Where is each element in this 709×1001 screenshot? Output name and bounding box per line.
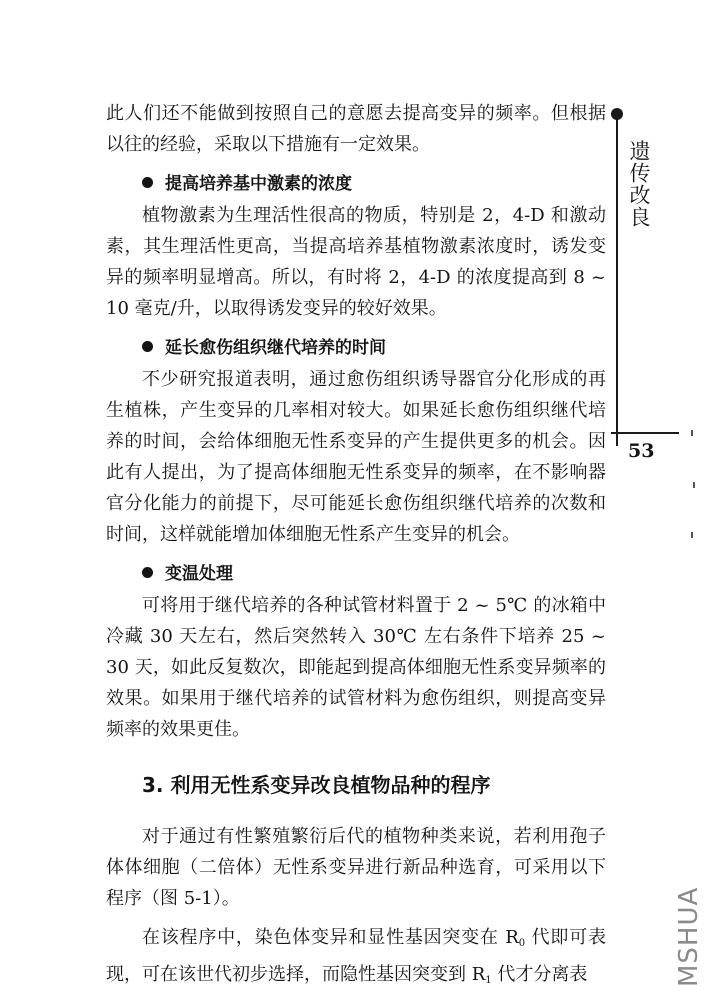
page-number-rule (611, 432, 679, 434)
side-rule (616, 114, 618, 446)
bullet-heading-temperature (142, 558, 606, 590)
section-heading: 3. 利用无性系变异改良植物品种的程序 (142, 773, 491, 797)
bullet-heading-hormone (142, 168, 606, 200)
chapter-side-tab: 遗传改良 (627, 140, 651, 228)
text-run: 在该程序中，染色体变异和显性基因突变在 R (142, 927, 519, 948)
text-run: 代才分离表 (491, 964, 588, 985)
bullet-heading-label: 延长愈伤组织继代培养的时间 (165, 338, 386, 358)
scan-speck (691, 532, 693, 538)
bullet-dot-icon (142, 177, 153, 188)
watermark: MSHUA (674, 886, 704, 988)
paragraph-procedure: 对于通过有性繁殖繁衍后代的植物种类来说，若利用孢子体体细胞（二倍体）无性系变异进行新品种选育，可采用以下程序（图 5-1）。 (106, 826, 606, 909)
paragraph-hormone: 植物激素为生理活性很高的物质，特别是 2，4-D 和激动素，其生理活性更高，当提高培养基植物激素浓度时，诱发变异的频率明显增高。所以，有时将 2，4-D 的浓度提高到 8 ~ 10 毫克/升，以取得诱发变异的较好效果。 (106, 205, 606, 319)
bullet-dot-icon (142, 341, 153, 352)
body-text (106, 98, 606, 996)
bullet-heading-label: 变温处理 (165, 564, 233, 584)
scan-speck (693, 482, 695, 488)
paragraph-selection (106, 922, 606, 996)
scan-speck (691, 430, 693, 436)
paragraph-temperature: 可将用于继代培养的各种试管材料置于 2 ~ 5℃ 的冰箱中冷藏 30 天左右，然后突然转入 30℃ 左右条件下培养 25 ~ 30 天，如此反复数次，即能起到提高体细胞无性系变异频率的效果。如果用于继代培养的试管材料为愈伤组织，则提高变异频率的效果更佳。 (106, 595, 606, 740)
bullet-heading-subculture (142, 332, 606, 364)
bullet-heading-label: 提高培养基中激素的浓度 (165, 174, 352, 194)
paragraph-intro: 此人们还不能做到按照自己的意愿去提高变异的频率。但根据以往的经验，采取以下措施有一定效果。 (106, 103, 606, 155)
paragraph-subculture: 不少研究报道表明，通过愈伤组织诱导器官分化形成的再生植株，产生变异的几率相对较大。如果延长愈伤组织继代培养的时间，会给体细胞无性系变异的产生提供更多的机会。因此有人提出，为了提高体细胞无性系变异的频率，在不影响器官分化能力的前提下，尽可能延长愈伤组织继代培养的次数和时间，这样就能增加体细胞无性系产生变异的机会。 (106, 369, 606, 545)
bullet-dot-icon (142, 567, 153, 578)
subscript: 1 (485, 975, 492, 986)
text-run: 代即可表现，可在该世代初步选择，而隐性基因突变到 R (106, 927, 606, 985)
page-number: 53 (628, 440, 655, 462)
subscript: 0 (518, 938, 526, 949)
